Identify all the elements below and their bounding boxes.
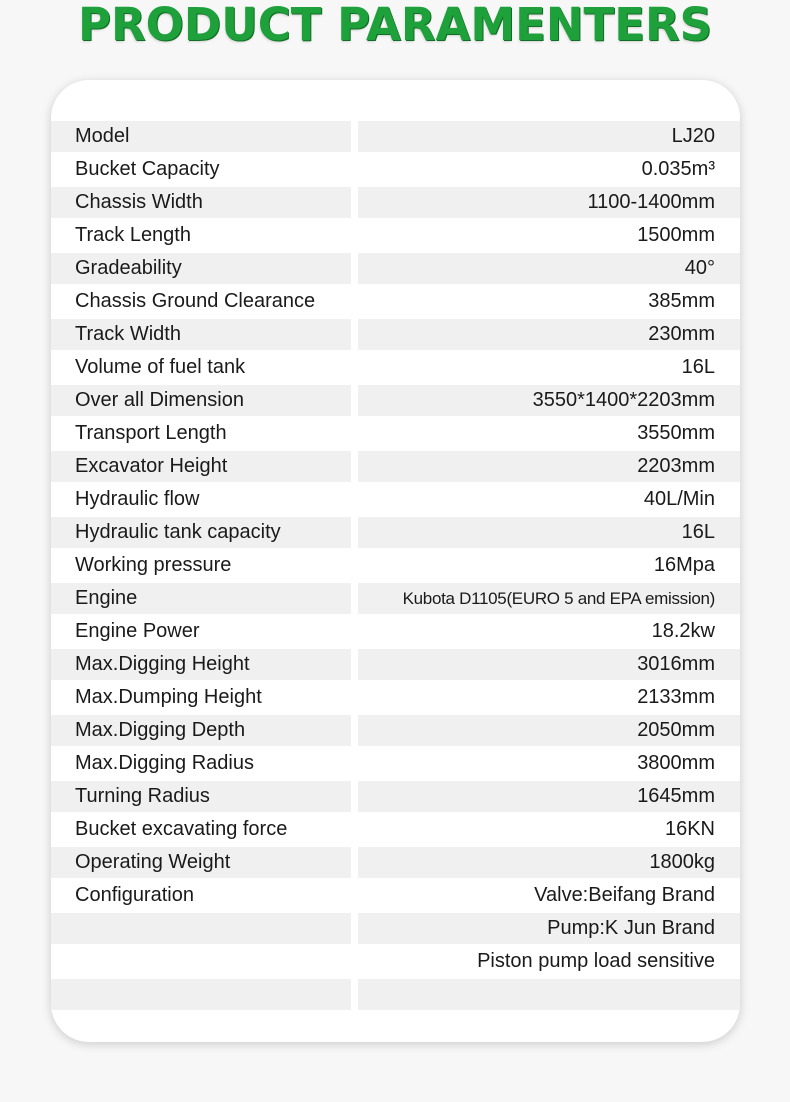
param-value: 0.035m³ — [641, 158, 715, 180]
param-value: 385mm — [648, 290, 715, 312]
param-label: Hydraulic tank capacity — [51, 517, 351, 548]
table-row — [51, 847, 740, 878]
table-row — [51, 253, 740, 284]
param-value — [358, 979, 740, 1010]
param-label: Max.Digging Radius — [75, 752, 254, 774]
spec-table — [51, 80, 740, 1042]
param-label: Model — [51, 121, 351, 152]
table-row — [51, 748, 740, 779]
param-label: Excavator Height — [51, 451, 351, 482]
page-title: PRODUCT PARAMENTERS — [78, 0, 712, 51]
table-row — [51, 418, 740, 449]
param-label: Engine Power — [75, 620, 200, 642]
param-value: 1800kg — [358, 847, 740, 878]
param-value: 3016mm — [358, 649, 740, 680]
param-label: Chassis Width — [51, 187, 351, 218]
table-row — [51, 121, 740, 152]
table-row — [51, 220, 740, 251]
table-row — [51, 814, 740, 845]
param-label: Engine — [51, 583, 351, 614]
param-label: Max.Digging Height — [51, 649, 351, 680]
param-value: 40L/Min — [643, 488, 715, 510]
table-row — [51, 583, 740, 614]
param-value: 230mm — [358, 319, 740, 350]
table-row — [51, 616, 740, 647]
param-value: 1500mm — [637, 224, 715, 246]
table-row — [51, 649, 740, 680]
param-label: Configuration — [75, 884, 194, 906]
table-row — [51, 484, 740, 515]
param-value: 1100-1400mm — [358, 187, 740, 218]
param-value: 40° — [358, 253, 740, 284]
param-label: Max.Digging Depth — [51, 715, 351, 746]
param-value: Piston pump load sensitive — [477, 950, 715, 972]
table-row — [51, 682, 740, 713]
table-row — [51, 319, 740, 350]
table-row — [51, 385, 740, 416]
param-value: 16Mpa — [653, 554, 715, 576]
param-value: Pump:K Jun Brand — [358, 913, 740, 944]
param-label — [51, 913, 351, 944]
table-row — [51, 880, 740, 911]
param-label — [51, 946, 351, 977]
param-value: 18.2kw — [651, 620, 715, 642]
param-label: Chassis Ground Clearance — [75, 290, 316, 312]
param-label — [51, 979, 351, 1010]
param-label: Bucket excavating force — [75, 818, 288, 840]
param-value: 2203mm — [358, 451, 740, 482]
param-value: LJ20 — [358, 121, 740, 152]
param-label: Volume of fuel tank — [75, 356, 246, 378]
param-label: Operating Weight — [51, 847, 351, 878]
table-row — [51, 979, 740, 1010]
param-value: 16L — [681, 356, 715, 378]
param-value: Kubota D1105(EURO 5 and EPA emission) — [358, 583, 740, 614]
table-row — [51, 913, 740, 944]
param-value: 2050mm — [358, 715, 740, 746]
param-label: Track Width — [51, 319, 351, 350]
table-row — [51, 154, 740, 185]
param-label: Max.Dumping Height — [75, 686, 262, 708]
table-row — [51, 352, 740, 383]
param-label: Turning Radius — [51, 781, 351, 812]
table-row — [51, 286, 740, 317]
param-value: 1645mm — [358, 781, 740, 812]
param-value: 3550mm — [637, 422, 715, 444]
param-label: Over all Dimension — [51, 385, 351, 416]
table-row — [51, 715, 740, 746]
table-row — [51, 946, 740, 977]
param-value: Valve:Beifang Brand — [534, 884, 715, 906]
table-row — [51, 550, 740, 581]
table-row — [51, 517, 740, 548]
param-label: Transport Length — [75, 422, 227, 444]
table-row — [51, 451, 740, 482]
param-label: Track Length — [75, 224, 191, 246]
param-value: 16L — [358, 517, 740, 548]
table-row — [51, 187, 740, 218]
param-label: Gradeability — [51, 253, 351, 284]
param-value: 16KN — [664, 818, 715, 840]
param-value: 2133mm — [637, 686, 715, 708]
param-value: 3800mm — [637, 752, 715, 774]
param-label: Working pressure — [75, 554, 232, 576]
table-row — [51, 781, 740, 812]
param-value: 3550*1400*2203mm — [358, 385, 740, 416]
param-label: Bucket Capacity — [75, 158, 220, 180]
param-label: Hydraulic flow — [75, 488, 200, 510]
